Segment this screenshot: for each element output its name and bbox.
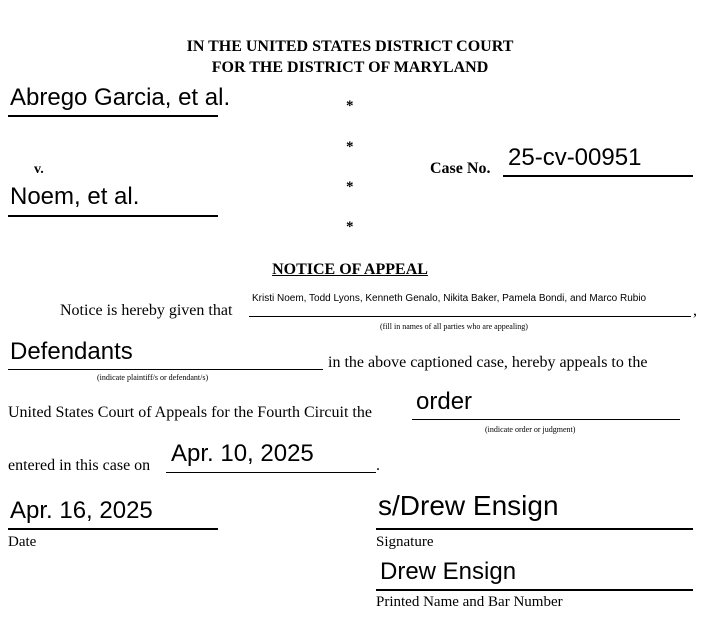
- parties-hint: (fill in names of all parties who are appealing): [380, 322, 528, 331]
- case-number-field[interactable]: 25-cv-00951: [508, 144, 642, 171]
- date-field[interactable]: Apr. 16, 2025: [10, 497, 153, 524]
- date-label: Date: [8, 534, 37, 550]
- caption-asterisk-3: *: [346, 179, 354, 195]
- appealing-parties-field[interactable]: Kristi Noem, Todd Lyons, Kenneth Genalo, Nikita Baker, Pamela Bondi, and Marco Rubio: [252, 293, 647, 304]
- role-field[interactable]: Defendants: [10, 338, 133, 365]
- entered-date-underline: [166, 472, 376, 473]
- signature-field[interactable]: s/Drew Ensign: [378, 490, 559, 521]
- role-hint: (indicate plaintiff/s or defendant/s): [97, 373, 209, 382]
- signature-label: Signature: [376, 534, 434, 550]
- plaintiff-underline: [8, 115, 218, 117]
- court-heading-line1: IN THE UNITED STATES DISTRICT COURT: [186, 38, 514, 55]
- versus-label: v.: [34, 162, 44, 177]
- captioned-case-text: in the above captioned case, hereby appeals to the: [328, 354, 648, 371]
- role-underline: [8, 369, 323, 370]
- case-number-label: Case No.: [430, 160, 491, 177]
- order-underline: [412, 419, 680, 420]
- date-underline: [8, 528, 218, 530]
- entered-period: .: [376, 457, 380, 474]
- parties-underline: [249, 316, 691, 317]
- defendant-underline: [8, 215, 218, 217]
- printed-name-underline: [376, 589, 693, 591]
- notice-title: NOTICE OF APPEAL: [272, 261, 428, 278]
- signature-underline: [376, 528, 693, 530]
- printed-name-field[interactable]: Drew Ensign: [380, 558, 517, 585]
- notice-intro-text: Notice is hereby given that: [60, 302, 233, 319]
- parties-comma: ,: [693, 302, 697, 319]
- caption-asterisk-1: *: [346, 98, 354, 114]
- court-of-appeals-text: United States Court of Appeals for the Fourth Circuit the: [8, 404, 372, 421]
- entered-date-field[interactable]: Apr. 10, 2025: [171, 440, 314, 467]
- case-number-underline: [503, 175, 693, 177]
- defendant-field[interactable]: Noem, et al.: [10, 183, 140, 210]
- plaintiff-field[interactable]: Abrego Garcia, et al.: [10, 84, 231, 111]
- order-type-field[interactable]: order: [416, 388, 473, 415]
- caption-asterisk-4: *: [346, 219, 354, 235]
- entered-text: entered in this case on: [8, 457, 151, 474]
- printed-name-label: Printed Name and Bar Number: [376, 594, 563, 610]
- court-heading-line2: FOR THE DISTRICT OF MARYLAND: [211, 59, 489, 76]
- caption-asterisk-2: *: [346, 139, 354, 155]
- order-hint: (indicate order or judgment): [485, 425, 576, 434]
